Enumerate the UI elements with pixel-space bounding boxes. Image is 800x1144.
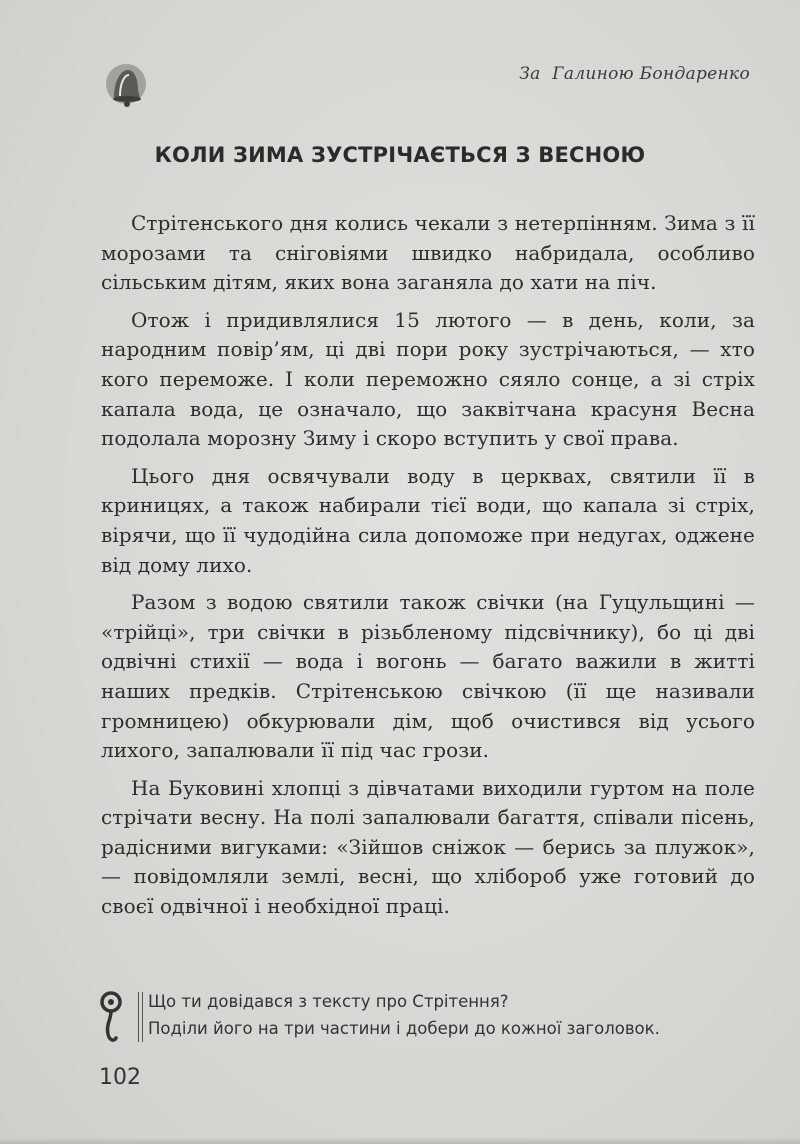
author-attribution xyxy=(519,64,750,84)
paragraph: Отож і придивлялися 15 лютого — в день, коли, за народним повір’ям, ці дві пори року зустрічаються, — хто кого переможе. І коли переможно сяяло сонце, а зі стріх капала вода, це означало, що заквітчана красуня Весна подолала морозну Зиму і скоро вступить у свої права. xyxy=(101,307,755,451)
attribution-prefix: За xyxy=(519,64,541,84)
bell-icon xyxy=(100,60,148,112)
questions-divider xyxy=(138,992,143,1042)
paragraph: Цього дня освячували воду в церквах, святили її в криницях, а також набирали тієї води, що капала зі стріх, вірячи, що її чудодійна сила допоможе при недугах, оджене від дому лихо. xyxy=(101,463,755,577)
questions-text xyxy=(148,988,660,1042)
page-number: 102 xyxy=(99,1065,141,1090)
attribution-author: Галиною Бондаренко xyxy=(552,64,750,84)
question-line: Що ти довідався з тексту про Стрітення? xyxy=(148,992,509,1011)
page-title: КОЛИ ЗИМА ЗУСТРІЧАЄТЬСЯ З ВЕСНОЮ xyxy=(154,143,646,167)
paragraph: На Буковині хлопці з дівчатами виходили гуртом на поле стрічати весну. На полі запалювали багаття, співали пісень, радісними вигуками: «Зійшов сніжок — берись за плужок», — повідомляли землі, весні, що хлібороб уже готовий до своєї одвічної і необхідної праці. xyxy=(101,775,755,919)
page-edge xyxy=(0,1138,800,1144)
story-text xyxy=(101,209,755,930)
question-icon xyxy=(98,990,128,1048)
question-line: Поділи його на три частини і добери до кожної заголовок. xyxy=(148,1019,660,1038)
paragraph: Разом з водою святили також свічки (на Гуцульщині — «трійці», три свічки в різьбленому підсвічнику), бо ці дві одвічні стихії — вода і вогонь — багато важили в житті наших предків. Стрітенською свічкою (її ще називали громницею) обкурювали дім, щоб очистився від усього лихого, запалювали її під час грози. xyxy=(101,590,755,763)
paragraph: Стрітенського дня колись чекали з нетерпінням. Зима з її морозами та сніговіями швидко набридала, особливо сільським дітям, яких вона заганяла до хати на піч. xyxy=(101,211,755,295)
questions-block xyxy=(98,988,758,1048)
